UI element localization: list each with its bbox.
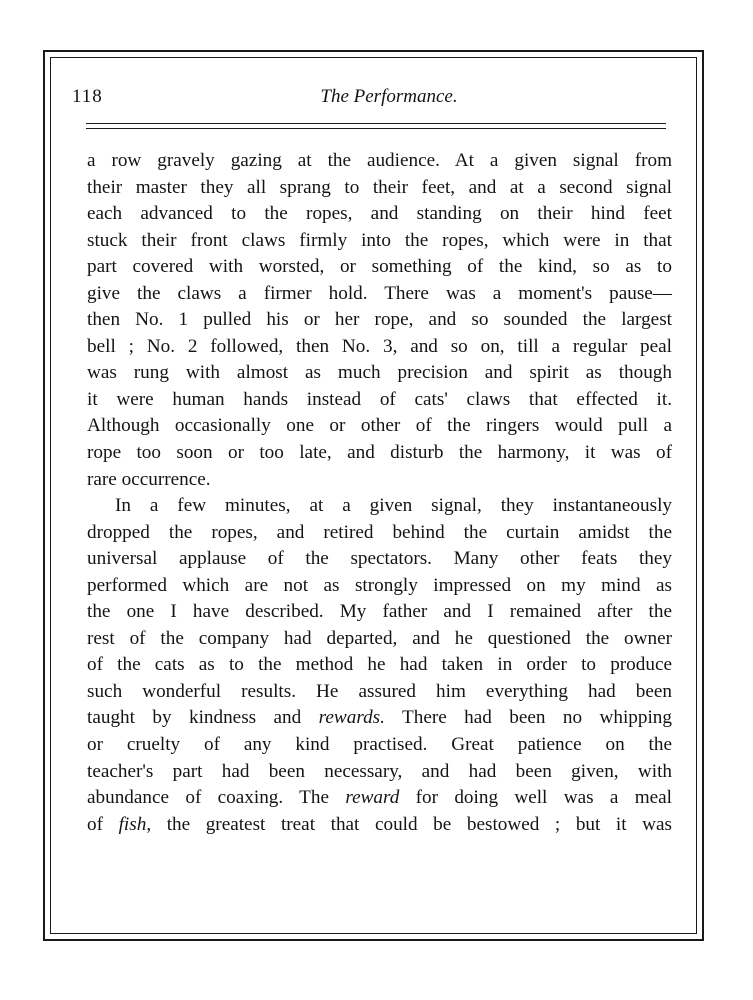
text-run: of (87, 813, 119, 835)
text-line: performed which are not as strongly impressed on my mind as (87, 574, 672, 596)
header-rule-bottom (86, 128, 666, 129)
text-line: rare occurrence. (87, 468, 211, 490)
header-rule-top (86, 123, 666, 124)
text-line: rope too soon or too late, and disturb the harmony, it was of (87, 442, 672, 464)
italic-run: reward (345, 787, 400, 809)
text-line: stuck their front claws firmly into the ropes, which were in that (87, 229, 672, 251)
text-line: bell ; No. 2 followed, then No. 3, and so on, till a regular peal (87, 335, 672, 357)
text-line: such wonderful results. He assured him everything had been (87, 680, 672, 702)
text-run: for doing well was a meal (399, 787, 672, 809)
italic-run: fish (118, 813, 147, 835)
running-title: The Performance. (320, 86, 458, 107)
text-line: or cruelty of any kind practised. Great patience on the (87, 734, 672, 756)
text-line: of the cats as to the method he had taken in order to produce (87, 654, 672, 676)
text-line: their master they all sprang to their feet, and at a second signal (87, 176, 672, 198)
text-line: was rung with almost as much precision and spirit as though (87, 362, 672, 384)
text-line: a row gravely gazing at the audience. At a given signal from (87, 150, 672, 171)
text-line: each advanced to the ropes, and standing on their hind feet (87, 203, 672, 225)
text-line (87, 705, 672, 732)
text-line: then No. 1 pulled his or her rope, and so sounded the largest (87, 309, 672, 331)
text-line: Although occasionally one or other of the ringers would pull a (87, 415, 672, 437)
text-line: the one I have described. My father and I remained after the (87, 601, 672, 623)
text-run: There had been no whipping (384, 707, 672, 729)
text-line: part covered with worsted, or something of the kind, so as to (87, 256, 672, 278)
text-line (87, 785, 672, 812)
text-line: dropped the ropes, and retired behind the curtain amidst the (87, 521, 672, 543)
text-run: abundance of coaxing. The (87, 787, 346, 809)
text-line: give the claws a firmer hold. There was a moment's pause— (87, 282, 672, 304)
page-number: 118 (72, 86, 103, 107)
italic-run: rewards. (318, 707, 385, 729)
running-head (72, 84, 666, 114)
text-line: teacher's part had been necessary, and had been given, with (87, 760, 672, 782)
text-line: universal applause of the spectators. Many other feats they (87, 548, 672, 570)
text-line: In a few minutes, at a given signal, they instantaneously (115, 495, 672, 517)
body-text (87, 148, 672, 838)
text-line (87, 812, 672, 839)
text-run: taught by kindness and (87, 707, 319, 729)
text-line: rest of the company had departed, and he questioned the owner (87, 627, 672, 649)
text-run: , the greatest treat that could be bestowed ; but it was (146, 813, 672, 835)
text-line: it were human hands instead of cats' claws that effected it. (87, 388, 672, 410)
